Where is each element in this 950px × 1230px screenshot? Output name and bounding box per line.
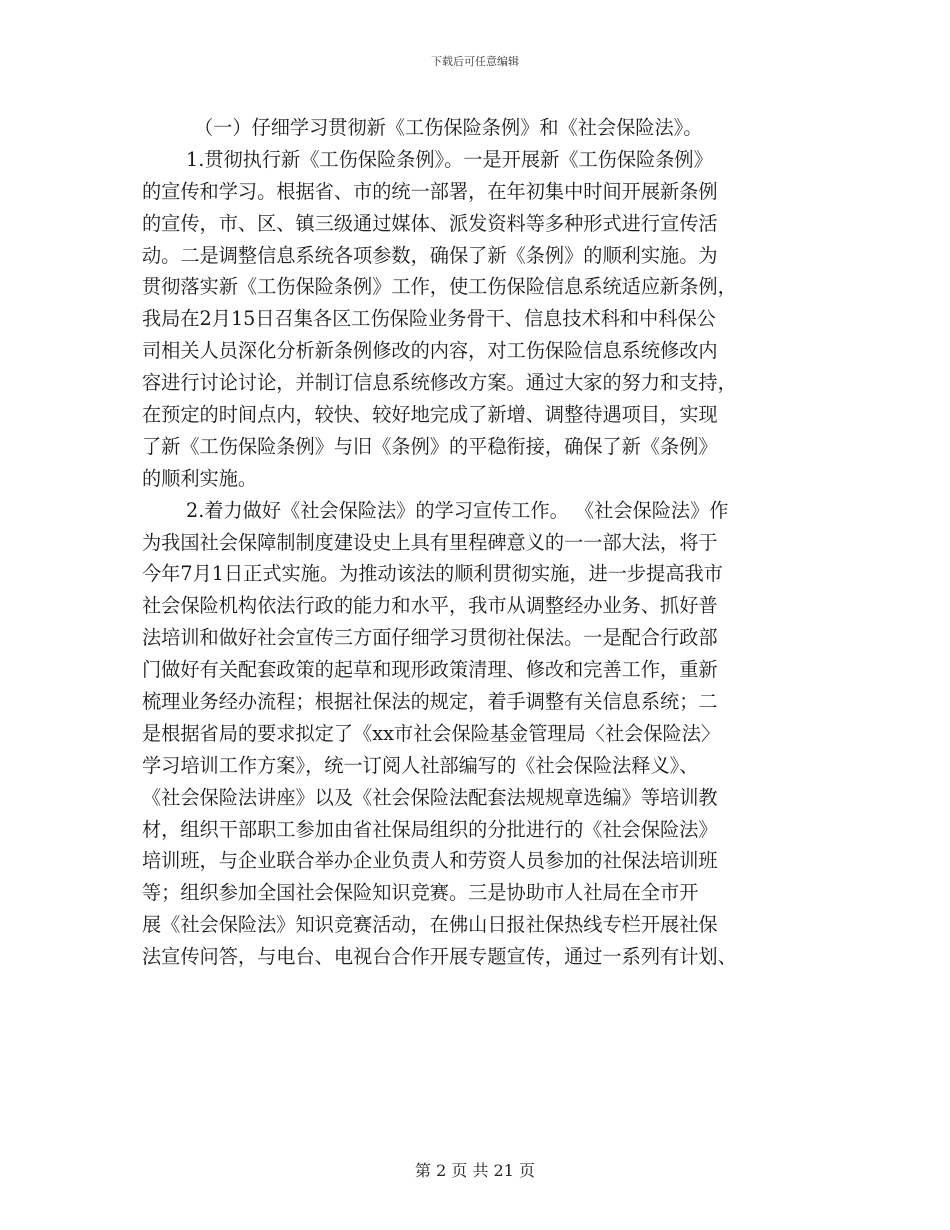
paragraph-2-line: 等；组织参加全国社会保险知识竞赛。三是协助市人社局在全市开 — [142, 881, 699, 905]
paragraph-2-line: 展《社会保险法》知识竞赛活动，在佛山日报社保热线专栏开展社保 — [142, 913, 718, 937]
paragraph-2-line: 门做好有关配套政策的起草和现形政策清理、修改和完善工作，重新 — [142, 658, 718, 682]
paragraph-1-line: 的宣传和学习。根据省、市的统一部署，在年初集中时间开展新条例 — [142, 179, 718, 203]
paragraph-2-line: 法宣传问答，与电台、电视台合作开展专题宣传，通过一系列有计划、 — [142, 945, 737, 969]
paragraph-1-line: 我局在2月15日召集各区工伤保险业务骨干、信息技术科和中科保公 — [142, 307, 716, 331]
paragraph-2-line: 今年7月1日正式实施。为推动该法的顺利贯彻实施，进一步提高我市 — [142, 562, 723, 586]
paragraph-1-line: 在预定的时间点内，较快、较好地完成了新增、调整待遇项目，实现 — [142, 403, 718, 427]
paragraph-2-line: 学习培训工作方案》，统一订阅人社部编写的《社会保险法释义》、 — [142, 753, 699, 777]
paragraph-1-line: 1.贯彻执行新《工伤保险条例》。一是开展新《工伤保险条例》 — [186, 147, 713, 171]
paragraph-1-line: 司相关人员深化分析新条例修改的内容，对工伤保险信息系统修改内 — [142, 339, 718, 363]
section-heading: （一）仔细学习贯彻新《工伤保险条例》和《社会保险法》。 — [194, 116, 703, 139]
paragraph-2-line: 社会保险机构依法行政的能力和水平，我市从调整经办业务、抓好普 — [142, 594, 718, 618]
paragraph-2-line: 2.着力做好《社会保险法》的学习宣传工作。 《社会保险法》作 — [186, 498, 729, 522]
paragraph-2-line: 梳理业务经办流程；根据社保法的规定，着手调整有关信息系统；二 — [142, 690, 718, 714]
paragraph-2-line: 《社会保险法讲座》以及《社会保险法配套法规规章选编》等培训教 — [142, 785, 718, 809]
paragraph-2-line: 为我国社会保障制制度建设史上具有里程碑意义的一一部大法，将于 — [142, 530, 718, 554]
paragraph-2-line: 是根据省局的要求拟定了《xx市社会保险基金管理局〈社会保险法〉 — [142, 721, 721, 745]
paragraph-2-line: 法培训和做好社会宣传三方面仔细学习贯彻社保法。一是配合行政部 — [142, 626, 718, 650]
header-note: 下载后可任意编辑 — [431, 55, 519, 68]
paragraph-1-line: 了新《工伤保险条例》与旧《条例》的平稳衔接，确保了新《条例》 — [142, 434, 718, 458]
page-number-footer: 第 2 页 共 21 页 — [415, 1161, 535, 1180]
paragraph-1-line: 贯彻落实新《工伤保险条例》工作，使工伤保险信息系统适应新条例， — [142, 275, 737, 299]
document-body — [142, 112, 810, 973]
paragraph-2-line: 培训班，与企业联合举办企业负责人和劳资人员参加的社保法培训班 — [142, 849, 718, 873]
paragraph-2-line: 材，组织干部职工参加由省社保局组织的分批进行的《社会保险法》 — [142, 817, 718, 841]
paragraph-1-line: 的顺利实施。 — [142, 466, 258, 490]
paragraph-1-line: 的宣传，市、区、镇三级通过媒体、派发资料等多种形式进行宣传活 — [142, 211, 718, 235]
paragraph-1-line: 动。二是调整信息系统各项参数，确保了新《条例》的顺利实施。为 — [142, 243, 718, 267]
paragraph-1-line: 容进行讨论讨论，并制订信息系统修改方案。通过大家的努力和支持， — [142, 371, 737, 395]
